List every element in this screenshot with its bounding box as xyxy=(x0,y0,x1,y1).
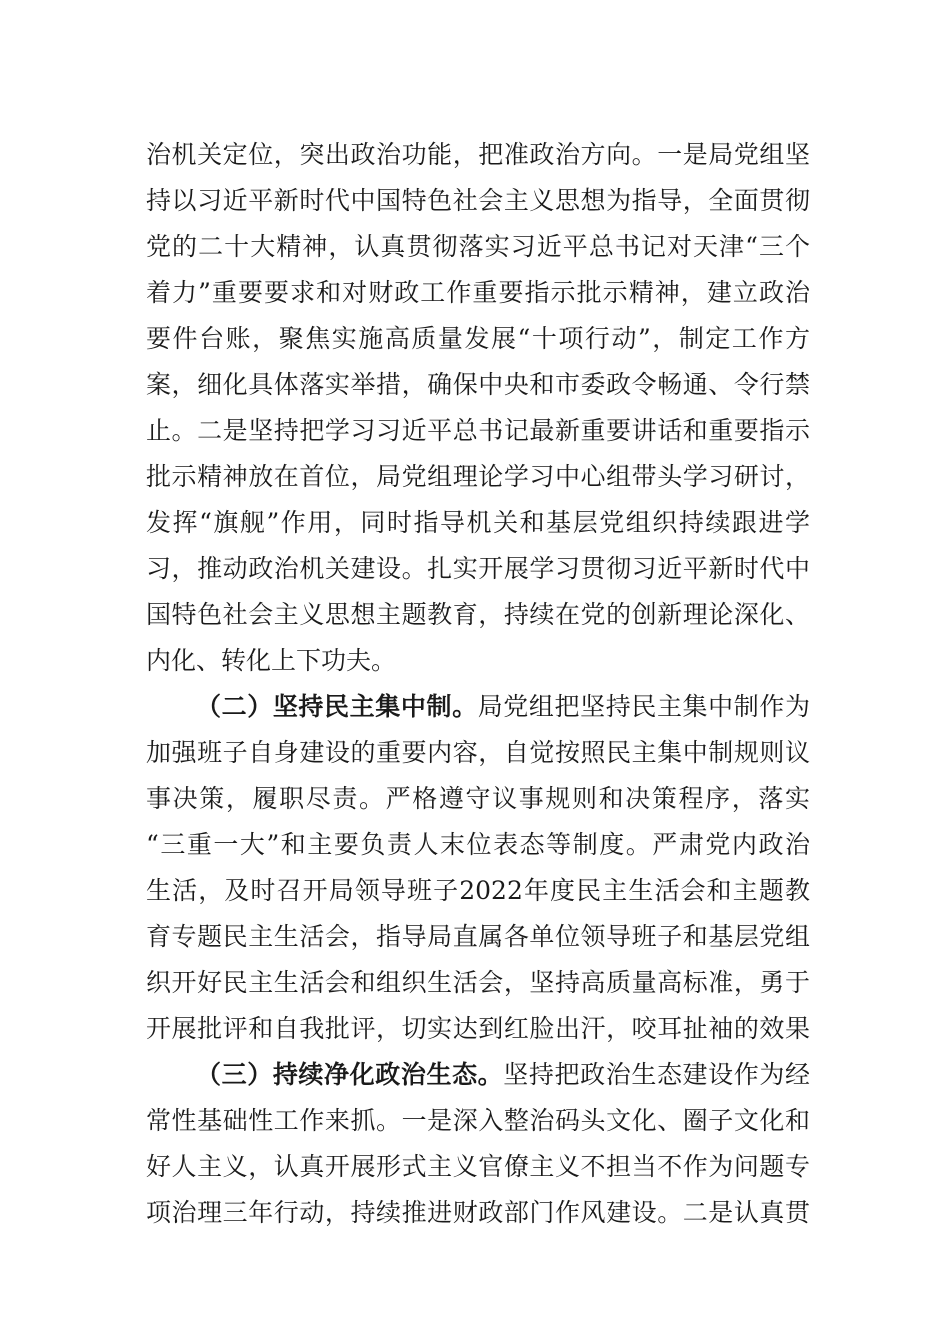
section-heading: （二）坚持民主集中制。 xyxy=(196,692,478,721)
section-heading: （三）持续净化政治生态。 xyxy=(196,1060,504,1089)
text-line: 项治理三年行动，持续推进财政部门作风建设。二是认真贯 xyxy=(146,1198,810,1227)
paragraph-first-line xyxy=(146,1052,810,1098)
text-run: 局党组把坚持民主集中制作为 xyxy=(477,692,810,721)
text-line: 织开好民主生活会和组织生活会，坚持高质量高标准，勇于 xyxy=(146,968,810,997)
text-line: 要件台账，聚焦实施高质量发展“十项行动”，制定工作方 xyxy=(146,324,810,353)
text-run: 坚持把政治生态建设作为经 xyxy=(503,1060,810,1089)
paragraph-1 xyxy=(146,132,810,684)
text-line: 持以习近平新时代中国特色社会主义思想为指导，全面贯彻 xyxy=(146,186,810,215)
paragraph-first-line xyxy=(146,684,810,730)
text-line: 党的二十大精神，认真贯彻落实习近平总书记对天津“三个 xyxy=(146,232,810,261)
text-line: 内化、转化上下功夫。 xyxy=(146,646,397,675)
text-line: 育专题民主生活会，指导局直属各单位领导班子和基层党组 xyxy=(146,922,810,951)
text-line: 发挥“旗舰”作用，同时指导机关和基层党组织持续跟进学 xyxy=(146,508,810,537)
text-line: 案，细化具体落实举措，确保中央和市委政令畅通、令行禁 xyxy=(146,370,810,399)
text-line: 着力”重要要求和对财政工作重要指示批示精神，建立政治 xyxy=(146,278,810,307)
text-line: 生活，及时召开局领导班子2022年度民主生活会和主题教 xyxy=(146,876,810,905)
paragraph-3 xyxy=(146,1052,810,1236)
text-line: 习，推动政治机关建设。扎实开展学习贯彻习近平新时代中 xyxy=(146,554,810,583)
text-line: 好人主义，认真开展形式主义官僚主义不担当不作为问题专 xyxy=(146,1152,810,1181)
paragraph-2 xyxy=(146,684,810,1052)
document-body xyxy=(146,132,810,1236)
text-line: 止。二是坚持把学习习近平总书记最新重要讲话和重要指示 xyxy=(146,416,810,445)
text-line: 批示精神放在首位，局党组理论学习中心组带头学习研讨， xyxy=(146,462,810,491)
text-line: 事决策，履职尽责。严格遵守议事规则和决策程序，落实 xyxy=(146,784,810,813)
text-line: “三重一大”和主要负责人末位表态等制度。严肃党内政治 xyxy=(146,830,810,859)
text-line: 开展批评和自我批评，切实达到红脸出汗，咬耳扯袖的效果 xyxy=(146,1014,810,1043)
text-line: 治机关定位，突出政治功能，把准政治方向。一是局党组坚 xyxy=(146,140,810,169)
text-line: 加强班子自身建设的重要内容，自觉按照民主集中制规则议 xyxy=(146,738,810,767)
text-line: 国特色社会主义思想主题教育，持续在党的创新理论深化、 xyxy=(146,600,810,629)
text-line: 常性基础性工作来抓。一是深入整治码头文化、圈子文化和 xyxy=(146,1106,810,1135)
